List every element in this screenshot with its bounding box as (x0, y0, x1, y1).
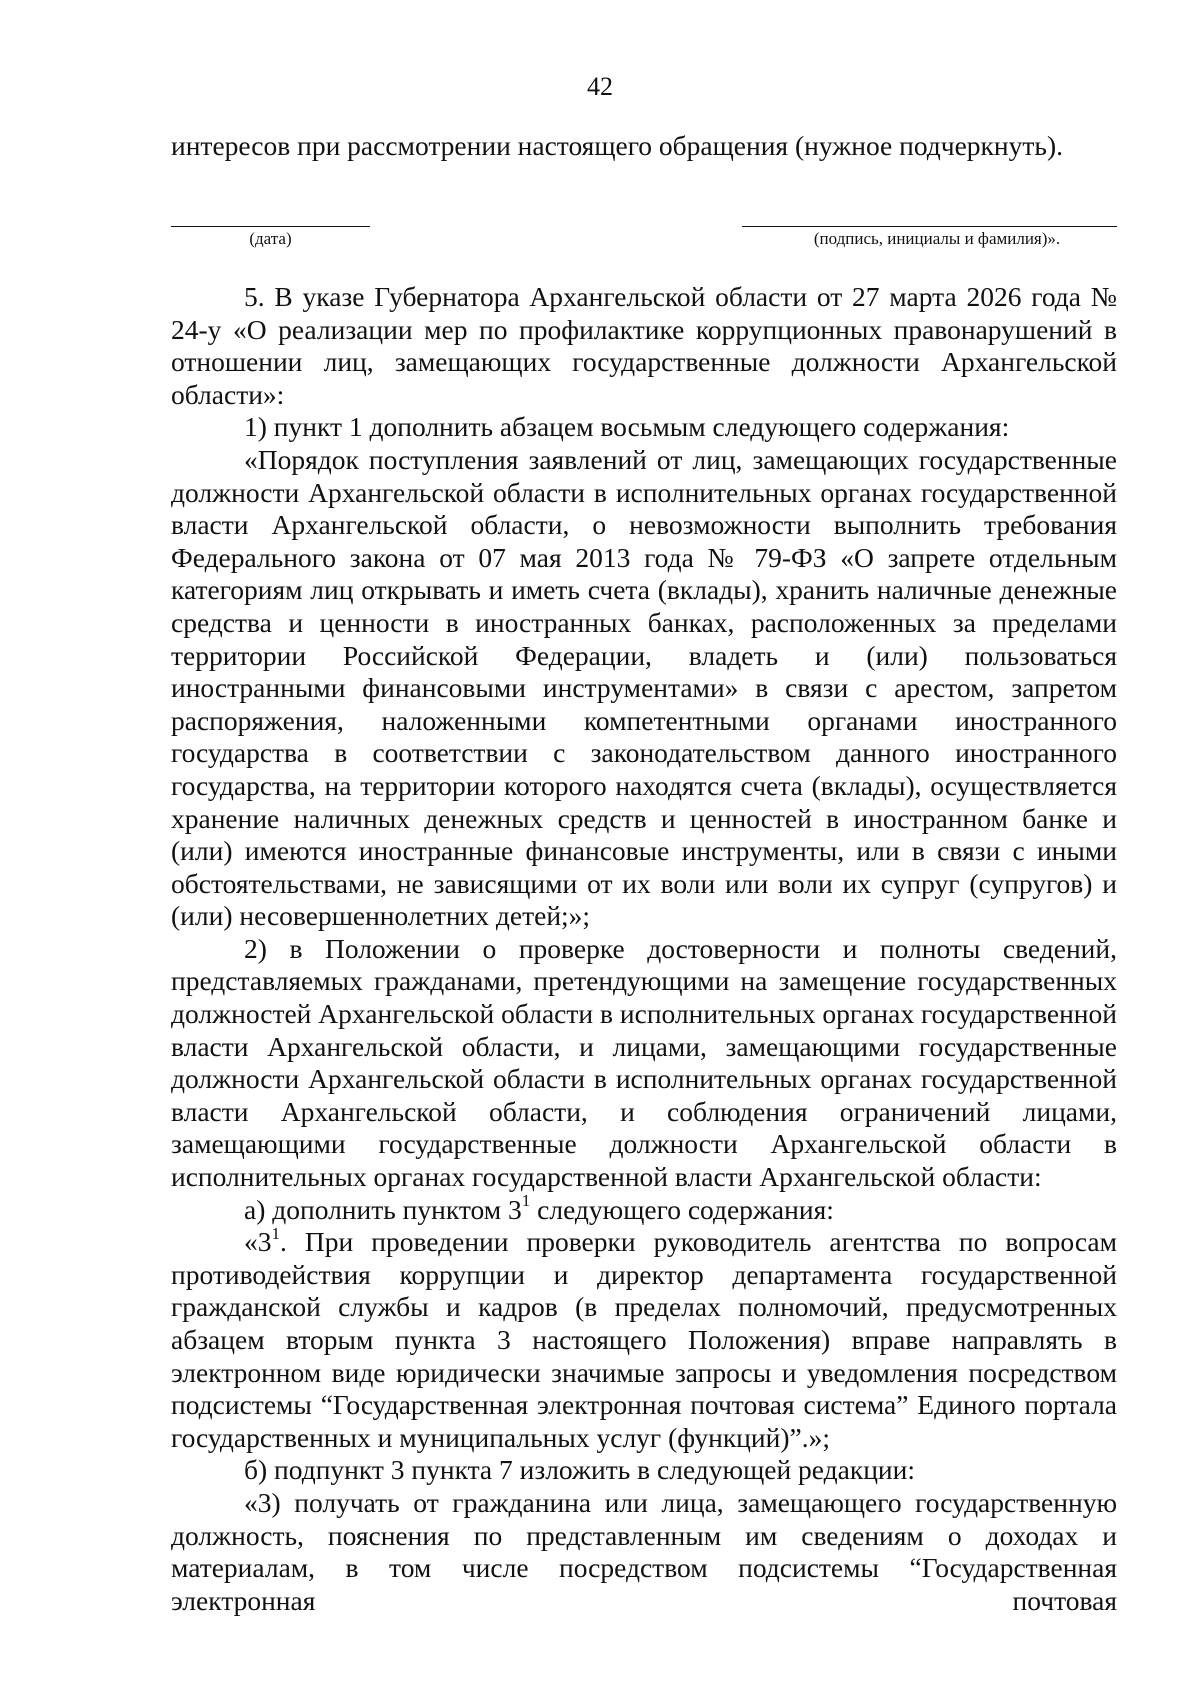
signature-line (742, 226, 1117, 227)
sub-item-a-text-open: «3 (244, 1226, 272, 1258)
item-2: 2) в Положении о проверке достоверности и полноты сведений, представляемых гражданами, претендующими на замещение государственных должностей Архангельской области в исполнительных органах государственной власти Архангельской области, и лицами, замещающими государственные должности Архангельской области в исполнительных органах государственной власти Архангельской области, и соблюдения ограничений лицами, замещающими государственные должности Архангельской области в исполнительных органах государственной власти Архангельской области: (171, 932, 1117, 1193)
continuation-line (171, 130, 1117, 163)
sub-item-a-text (171, 1226, 1117, 1454)
item-1: 1) пункт 1 дополнить абзацем восьмым следующего содержания: (244, 411, 1010, 443)
page-number: 42 (587, 72, 613, 101)
document-body (171, 281, 1117, 1617)
sub-item-b: б) подпункт 3 пункта 7 изложить в следующей редакции: (244, 1454, 915, 1486)
sub-item-a-text-superscript: 1 (271, 1224, 280, 1244)
continuation-text: интересов при рассмотрении настоящего обращения (нужное подчеркнуть). (171, 130, 1063, 161)
sub-item-a (171, 1191, 1117, 1227)
sub-item-a-after: следующего содержания: (530, 1193, 834, 1225)
sub-item-a-superscript: 1 (521, 1191, 531, 1211)
sub-item-a-before: а) дополнить пунктом 3 (244, 1193, 522, 1225)
signature-caption: (подпись, инициалы и фамилия)». (813, 229, 1061, 248)
paragraph-5: 5. В указе Губернатора Архангельской области от 27 марта 2026 года № 24-у «О реализации мер по профилактике коррупционных правонарушений в отношении лиц, замещающих государственные должности Архангельской области»: (171, 281, 1117, 410)
date-caption: (дата) (249, 229, 292, 248)
sub-item-a-text-rest: . При проведении проверки руководитель агентства по вопросам противодействия коррупции и директор департамента государственной гражданской службы и кадров (в пределах полномочий, предусмотренных абзацем вторым пункта 3 настоящего Положения) вправе направлять в электронном виде юридически значимые запросы и уведомления посредством подсистемы “Государственная электронная почтовая система” Единого портала государственных и муниципальных услуг (функций)”.»; (171, 1226, 1117, 1453)
item-1-text: «Порядок поступления заявлений от лиц, замещающих государственные должности Архангельской области в исполнительных органах государственной власти Архангельской области, о невозможности выполнить требования Федерального закона от 07 мая 2013 года № 79-ФЗ «О запрете отдельным категориям лиц открывать и иметь счета (вклады), хранить наличные денежные средства и ценности в иностранных банках, расположенных за пределами территории Российской Федерации, владеть и (или) пользоваться иностранными финансовыми инструментами» в связи с арестом, запретом распоряжения, наложенными компетентными органами иностранного государства в соответствии с законодательством данного иностранного государства, на территории которого находятся счета (вклады), осуществляется хранение наличных денежных средств и ценностей в иностранном банке и (или) имеются иностранные финансовые инструменты, или в связи с иными обстоятельствами, не зависящими от их воли или воли их супруг (супругов) и (или) несовершеннолетних детей;»; (171, 443, 1117, 932)
sub-item-b-text: «3) получать от гражданина или лица, замещающего государственную должность, пояснения по представленным им сведениям о доходах и материалам, в том числе посредством подсистемы “Государственная электронная почтовая (171, 1486, 1117, 1616)
date-signature-line (171, 226, 370, 227)
